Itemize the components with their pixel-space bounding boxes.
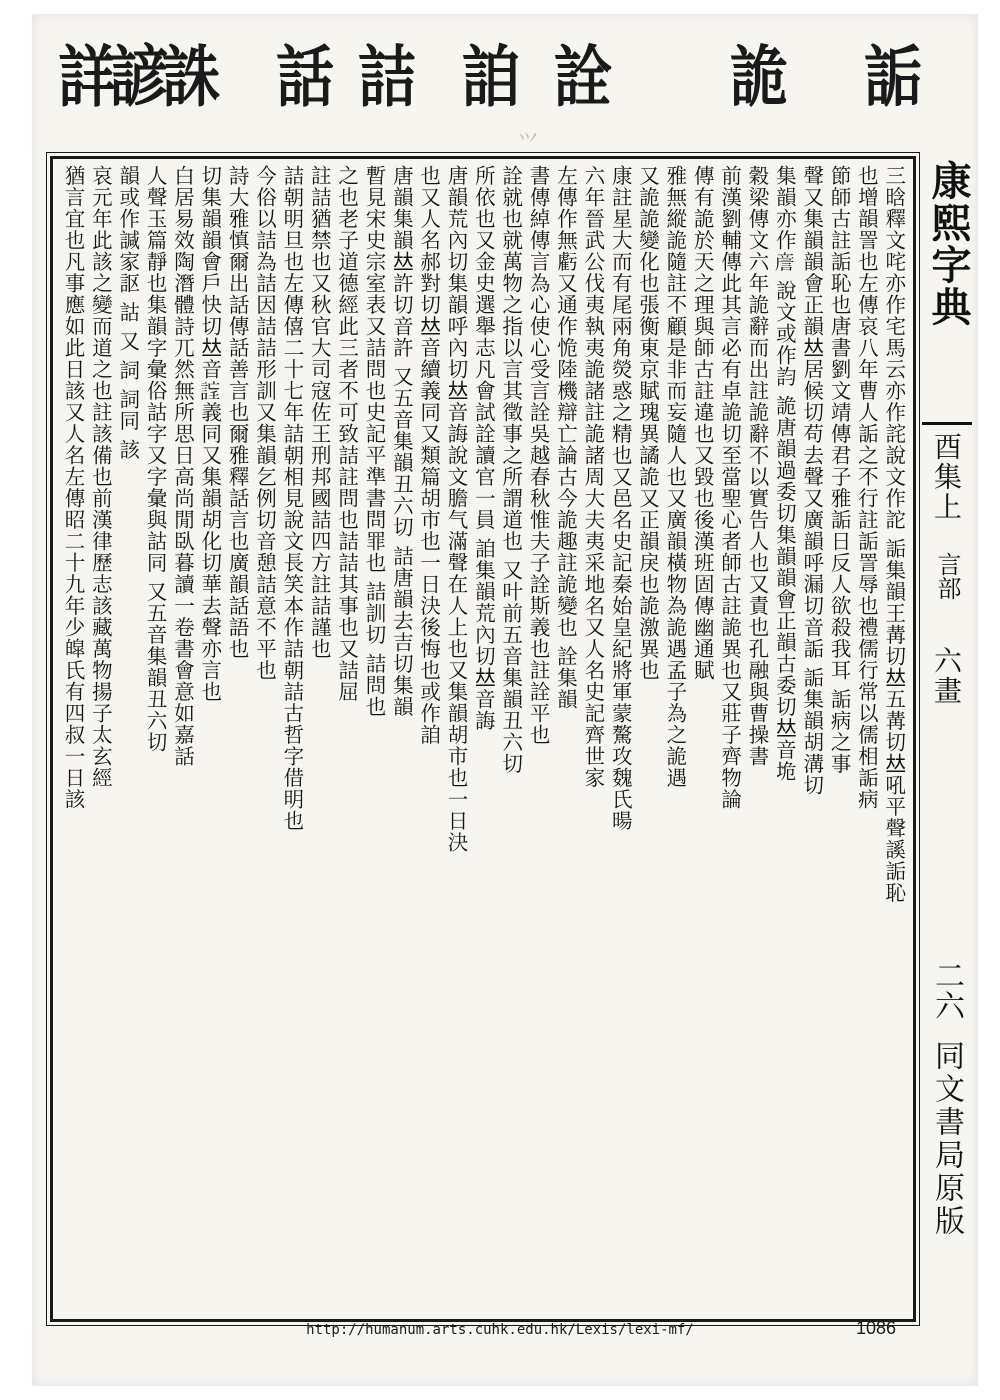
text-column: 六年晉武公伐夷執夷詭諸註詭諸周大夫夷采地名又人名史記齊世家 — [580, 165, 605, 789]
text-column: 所依也又金史選舉志凡會試詮讀官一員 詯集韻荒內切𠀤音誨 — [471, 165, 496, 732]
text-column: 詮就也就萬物之指以言其徵事之所謂道也 又叶前五音集韻丑六切 — [498, 165, 523, 775]
radical-label: 言部 — [933, 552, 961, 600]
section-name: 酉集上 — [930, 432, 963, 522]
text-column: 哀元年此該之變而道之也註該備也前漢律歷志該藏萬物揚子太玄經 — [88, 165, 113, 789]
text-column: 雅無縱詭隨註不顧是非而妄隨人也又廣韻橫物為詭遇孟子為之詭遇 — [662, 165, 687, 789]
bleed-through-mark: ⺍ — [518, 130, 538, 154]
text-column: 康註星大而有尾兩角熒惑之精也又邑名史記秦始皇紀將軍蒙驁攻魏氏暘 — [608, 165, 633, 832]
seal-script-strip — [58, 22, 938, 142]
text-column: 切集韻韻會戶快切𠀤音𧨉義同又集韻胡化切華去聲亦言也 — [197, 165, 222, 703]
page-number: 1086 — [856, 1318, 897, 1338]
section-page-number: 二六 — [929, 960, 964, 1020]
text-column: 韻或作諴家𧦅 詁 又 詞 詞同 該 — [115, 165, 140, 461]
text-column: 穀梁傳文六年詭辭而出註詭辭不以實告人也又責也孔融與曹操書 — [744, 165, 769, 767]
text-column: 唐韻集韻𠀤許切音許 又五音集韻丑六切 詰唐韻去吉切集韻 — [389, 165, 414, 718]
margin-header — [918, 160, 978, 1320]
text-column: 白居易效陶潛體詩兀然無所思日高尚閒臥暮讀一卷書會意如嘉話 — [170, 165, 195, 767]
seal-glyph: 話 — [276, 37, 329, 117]
text-column: 今俗以詰為詰因詰詰形訓又集韻乞例切音憩詰意不平也 — [252, 165, 277, 681]
seal-glyph: 詮 — [554, 37, 607, 117]
dictionary-text-frame — [50, 156, 916, 1322]
text-column: 註詰猶禁也又秋官大司寇佐王刑邦國詰四方註詰謹也 — [307, 165, 332, 660]
publisher-label: 同文書局原版 — [929, 1040, 964, 1238]
text-column: 左傳作無虧又通作恑陸機辯亡論古今詭趣註詭變也 詮集韻 — [553, 165, 578, 711]
text-column: 傳有詭於天之理與師古註違也又毀也後漢班固傳幽通賦 — [690, 165, 715, 681]
text-column: 節師古註詬恥也唐書劉文靖傳君子雅詬日反人欲殺我耳 詬病之事 — [827, 165, 852, 775]
seal-glyph: 詭 — [730, 37, 783, 117]
text-column: 暫見宋史宗室表又詰問也史記平準書問罪也 詰訓切 詰問也 — [361, 165, 386, 718]
text-column: 集韻亦作𧧑 說文或作𧥺 詭唐韻過委切集韻韻會正韻古委切𠀤音垝 — [772, 165, 797, 783]
header-rule — [922, 422, 972, 425]
seal-glyph: 詰 — [358, 37, 411, 117]
text-column: 書傳綽傳言為心使心受言詮吳越春秋惟夫子詮斯義也註詮平也 — [526, 165, 551, 746]
seal-glyph: 詬 — [864, 37, 917, 117]
text-columns — [59, 165, 907, 1313]
text-column: 三晗釋文咤亦作宅馬云亦作詫說文作詑 詬集韻王冓切𠀤五冓切𠀤吼平聲謑詬恥 — [881, 165, 906, 904]
text-column: 又詭詭變化也張衡東京賦瑰異譎詭又正韻戾也詭激異也 — [635, 165, 660, 681]
text-column: 也又人名郝對切𠀤音續義同又類篇胡市也一日決後悔也或作詯 — [416, 165, 441, 746]
seal-glyph: 詯 — [462, 37, 515, 117]
text-column: 人聲玉篇靜也集韻字彙俗詁字又字彙與詁同 又五音集韻丑六切 — [143, 165, 168, 754]
stroke-count-label: 六畫 — [930, 646, 963, 706]
text-column: 詩大雅慎爾出話傳話善言也爾雅釋話言也廣韻話語也 — [225, 165, 250, 660]
text-column: 詰朝明旦也左傳僖二十七年詰朝相見說文長笑本作詰朝詰古哲字借明也 — [279, 165, 304, 832]
text-column: 唐韻荒內切集韻呼內切𠀤音誨說文膽气滿聲在人上也又集韻胡市也一日決 — [444, 165, 469, 853]
seal-glyph-group: 詳諺誅 — [58, 37, 215, 117]
text-column: 聲又集韻韻會正韻𠀤居候切苟去聲又廣韻呼漏切音詬 詬集韻胡溝切 — [799, 165, 824, 797]
book-title: 康熙字典 — [925, 160, 972, 328]
text-column: 猶言宜也凡事應如此日該又人名左傳昭二十九年少皡氏有四叔一日該 — [61, 165, 85, 810]
text-column: 也增韻詈也左傳哀八年曹人詬之不行註詬詈辱也禮儒行常以儒相詬病 — [854, 165, 879, 810]
text-column: 前漢劉輔傳此其言必有卓詭切至當聖心者師古註詭異也又莊子齊物論 — [717, 165, 742, 810]
source-url[interactable]: http://humanum.arts.cuhk.edu.hk/Lexis/lexi-mf/ — [306, 1322, 694, 1338]
text-column: 之也老子道德經此三者不可致詰註問也詰詰其事也又詰屈 — [334, 165, 359, 703]
